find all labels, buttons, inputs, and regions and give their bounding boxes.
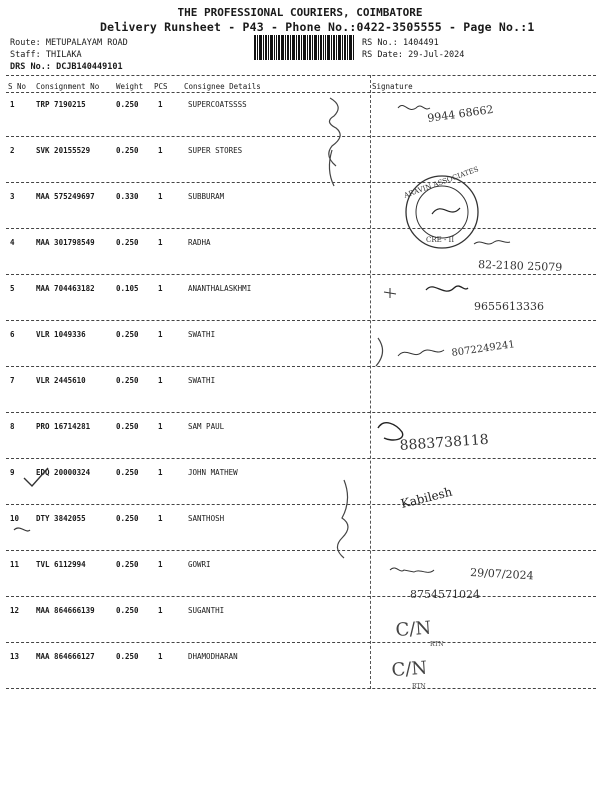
row-consignee: SUPER STORES [188,146,243,155]
row-consignee: SWATHI [188,330,216,339]
row-consignee: GOWRI [188,560,211,569]
row-separator [6,504,596,505]
row-pcs: 1 [158,514,163,523]
row-separator [6,550,596,551]
staff-line [10,50,82,60]
r11-phone: 8754571024 [410,588,480,601]
row-weight: 0.250 [116,468,139,477]
row-separator [6,458,596,459]
row-pcs: 1 [158,146,163,155]
table-top-rule [6,75,596,76]
row-separator [6,228,596,229]
r6-phone: 8072249241 [450,339,516,359]
col-pcs: PCS [154,82,168,91]
staff-label: Staff: [10,50,41,60]
row-pcs: 1 [158,468,163,477]
col-consignee: Consignee Details [184,82,261,91]
row-weight: 0.250 [116,560,139,569]
r4-phone: 82-2180 25079 [477,258,563,274]
signature-scribble-1 [398,105,430,109]
row-consignee: SAM PAUL [188,422,225,431]
row-sno: 13 [10,652,20,661]
row-weight: 0.250 [116,606,139,615]
route-value: METUPALAYAM ROAD [45,38,128,48]
signature-scribble-4 [474,241,510,244]
signature-mark-10 [14,528,30,531]
row-sno: 3 [10,192,15,201]
route-label: Route: [10,38,41,48]
row-separator [6,366,596,367]
row-sno: 5 [10,284,15,293]
row-sno: 8 [10,422,15,431]
row-weight: 0.250 [116,422,139,431]
stamp-text: ARAVIN ASSOCIATES [402,165,480,200]
rs-date-line [362,50,464,60]
row-separator [6,596,596,597]
col-signature: Signature [372,82,413,91]
r13-mark: C/N [390,657,428,681]
row-separator [6,274,596,275]
row-weight: 0.330 [116,192,139,201]
row-separator [6,688,596,689]
rs-date-value: 29-Jul-2024 [408,50,465,60]
r13-sub: RTN [412,683,426,690]
rs-date-label: RS Date: [362,50,403,60]
r9-name: Kabilesh [399,484,454,511]
staff-value: THILAKA [45,50,82,60]
r12-mark: C/N [394,617,432,641]
row-consignment-no: PRO 16714281 [36,422,91,431]
row-consignee: SWATHI [188,376,216,385]
row-sno: 10 [10,514,20,523]
row-pcs: 1 [158,376,163,385]
signature-scribble-5 [426,286,468,291]
rs-no-label: RS No.: [362,38,398,48]
row-consignment-no: MAA 704463182 [36,284,95,293]
row-separator [6,320,596,321]
drs-value: DCJB140449101 [56,62,123,72]
row-separator [6,136,596,137]
brace-mark-10 [337,480,348,558]
brace-mark-6 [376,338,383,366]
row-consignment-no: TRP 7190215 [36,100,86,109]
row-weight: 0.250 [116,330,139,339]
row-pcs: 1 [158,192,163,201]
row-sno: 1 [10,100,15,109]
company-name: THE PROFESSIONAL COURIERS, COIMBATORE [177,6,423,19]
barcode-icon [254,35,354,60]
row-separator [6,182,596,183]
signature-mark-5 [384,288,396,298]
row-weight: 0.250 [116,238,139,247]
r11-date: 29/07/2024 [469,566,534,583]
rs-no-value: 1404491 [402,38,439,48]
col-sno: S No [8,82,27,91]
row-consignment-no: VLR 2445610 [36,376,86,385]
row-pcs: 1 [158,560,163,569]
row-consignment-no: EDQ 20000324 [36,468,91,477]
row-pcs: 1 [158,652,163,661]
row-sno: 2 [10,146,15,155]
row-separator [6,412,596,413]
row-pcs: 1 [158,238,163,247]
rs-no-line [362,38,439,48]
r5-phone: 9655613336 [474,300,544,313]
row-consignment-no: SVK 20155529 [36,146,91,155]
row-consignment-no: TVL 6112994 [36,560,86,569]
row-consignee: RADHA [188,238,211,247]
runsheet-subtitle: Delivery Runsheet - P43 - Phone No.:0422-3505555 - Page No.:1 [100,20,535,34]
row-weight: 0.250 [116,376,139,385]
row-sno: 6 [10,330,15,339]
brace-mark-2 [329,150,334,186]
row-weight: 0.250 [116,652,139,661]
signature-scribble-11 [390,568,434,572]
row-consignee: DHAMODHARAN [188,652,238,661]
r12-sub: RTN [430,641,444,648]
row-pcs: 1 [158,606,163,615]
route-line [10,38,128,48]
signature-scribble-6 [398,350,444,356]
row-consignee: SUBBURAM [188,192,225,201]
row-consignee: JOHN MATHEW [188,468,238,477]
row-weight: 0.250 [116,146,139,155]
drs-line [10,62,123,72]
drs-label: DRS No.: [10,62,51,72]
brace-mark-1 [329,98,340,166]
row-weight: 0.250 [116,100,139,109]
row-weight: 0.105 [116,284,139,293]
row-consignment-no: MAA 864666127 [36,652,95,661]
r1-phone: 9944 68662 [426,102,495,125]
row-pcs: 1 [158,422,163,431]
company-stamp [402,165,480,248]
row-consignment-no: VLR 1049336 [36,330,86,339]
row-consignment-no: DTY 3842055 [36,514,86,523]
r8-phone: 8883738118 [399,431,490,454]
col-weight: Weight [116,82,144,91]
row-sno: 9 [10,468,15,477]
signature-scribble-8 [378,423,403,440]
row-consignment-no: MAA 864666139 [36,606,95,615]
table-header-rule [6,92,596,93]
stamp-sub: CRE - II [426,236,455,244]
row-sno: 7 [10,376,15,385]
col-consignment: Consignment No [36,82,100,91]
row-pcs: 1 [158,100,163,109]
row-pcs: 1 [158,330,163,339]
row-sno: 12 [10,606,20,615]
row-consignee: ANANTHALASKHMI [188,284,252,293]
row-weight: 0.250 [116,514,139,523]
row-pcs: 1 [158,284,163,293]
row-consignee: SUPERCOATSSSS [188,100,247,109]
row-consignee: SUGANTHI [188,606,225,615]
row-consignment-no: MAA 575249697 [36,192,95,201]
row-consignment-no: MAA 301798549 [36,238,95,247]
row-consignee: SANTHOSH [188,514,225,523]
row-sno: 11 [10,560,20,569]
row-sno: 4 [10,238,15,247]
row-separator [6,642,596,643]
